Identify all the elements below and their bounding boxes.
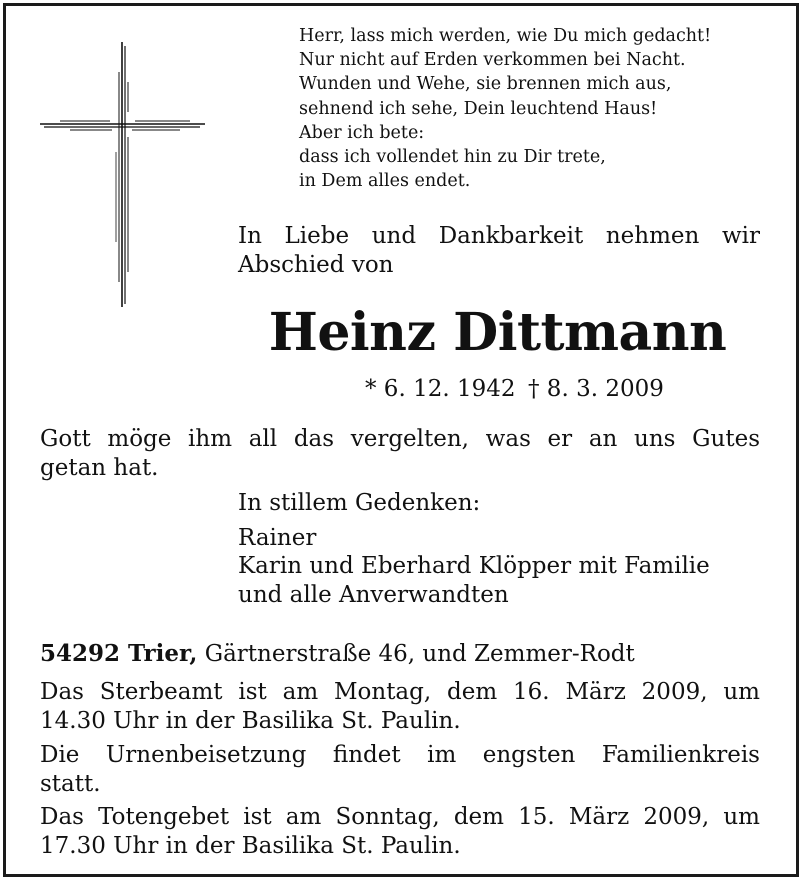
deceased-name: Heinz Dittmann bbox=[268, 302, 727, 363]
signer-line: und alle Anverwandten bbox=[238, 581, 509, 608]
intro-text bbox=[238, 222, 760, 279]
signer-line: Rainer bbox=[238, 524, 317, 551]
birth-date: * 6. 12. 1942 bbox=[365, 376, 516, 402]
death-date: † 8. 3. 2009 bbox=[528, 376, 664, 402]
verse-line: Gott möge ihm all das vergelten, was er an uns Gutes bbox=[40, 426, 760, 452]
notice-prayer bbox=[40, 803, 760, 860]
signers-heading: In stillem Gedenken: bbox=[238, 490, 481, 516]
verse-line: getan hat. bbox=[40, 454, 159, 481]
poem-line: in Dem alles endet. bbox=[299, 171, 471, 192]
signers bbox=[238, 489, 760, 609]
notice-line: Das Totengebet ist am Sonntag, dem 15. März 2009, um bbox=[40, 804, 760, 830]
notice-line: 14.30 Uhr in der Basilika St. Paulin. bbox=[40, 707, 461, 734]
address-city: 54292 Trier, bbox=[40, 640, 198, 667]
poem-line: Aber ich bete: bbox=[299, 122, 425, 143]
notice-line: statt. bbox=[40, 770, 101, 797]
poem-line: Wunden und Wehe, sie brennen mich aus, bbox=[299, 74, 672, 95]
intro-line: Abschied von bbox=[238, 251, 394, 278]
notice-line: Die Urnenbeisetzung findet im engsten Familienkreis bbox=[40, 742, 760, 768]
poem bbox=[299, 24, 769, 193]
poem-line: dass ich vollendet hin zu Dir trete, bbox=[299, 146, 606, 167]
notice-mass bbox=[40, 678, 760, 735]
intro-line: In Liebe und Dankbarkeit nehmen wir bbox=[238, 223, 760, 249]
poem-line: sehnend ich sehe, Dein leuchtend Haus! bbox=[299, 98, 658, 119]
verse-text bbox=[40, 425, 760, 482]
signer-line: Karin und Eberhard Klöpper mit Familie bbox=[238, 553, 710, 579]
address bbox=[40, 640, 760, 669]
notice-line: Das Sterbeamt ist am Montag, dem 16. März 2009, um bbox=[40, 679, 760, 705]
cross-icon bbox=[40, 42, 205, 307]
poem-line: Herr, lass mich werden, wie Du mich gedacht! bbox=[299, 26, 712, 46]
poem-line: Nur nicht auf Erden verkommen bei Nacht. bbox=[299, 50, 686, 71]
notice-line: 17.30 Uhr in der Basilika St. Paulin. bbox=[40, 832, 461, 859]
notice-burial bbox=[40, 741, 760, 798]
address-street: Gärtnerstraße 46, und Zemmer-Rodt bbox=[197, 641, 635, 667]
